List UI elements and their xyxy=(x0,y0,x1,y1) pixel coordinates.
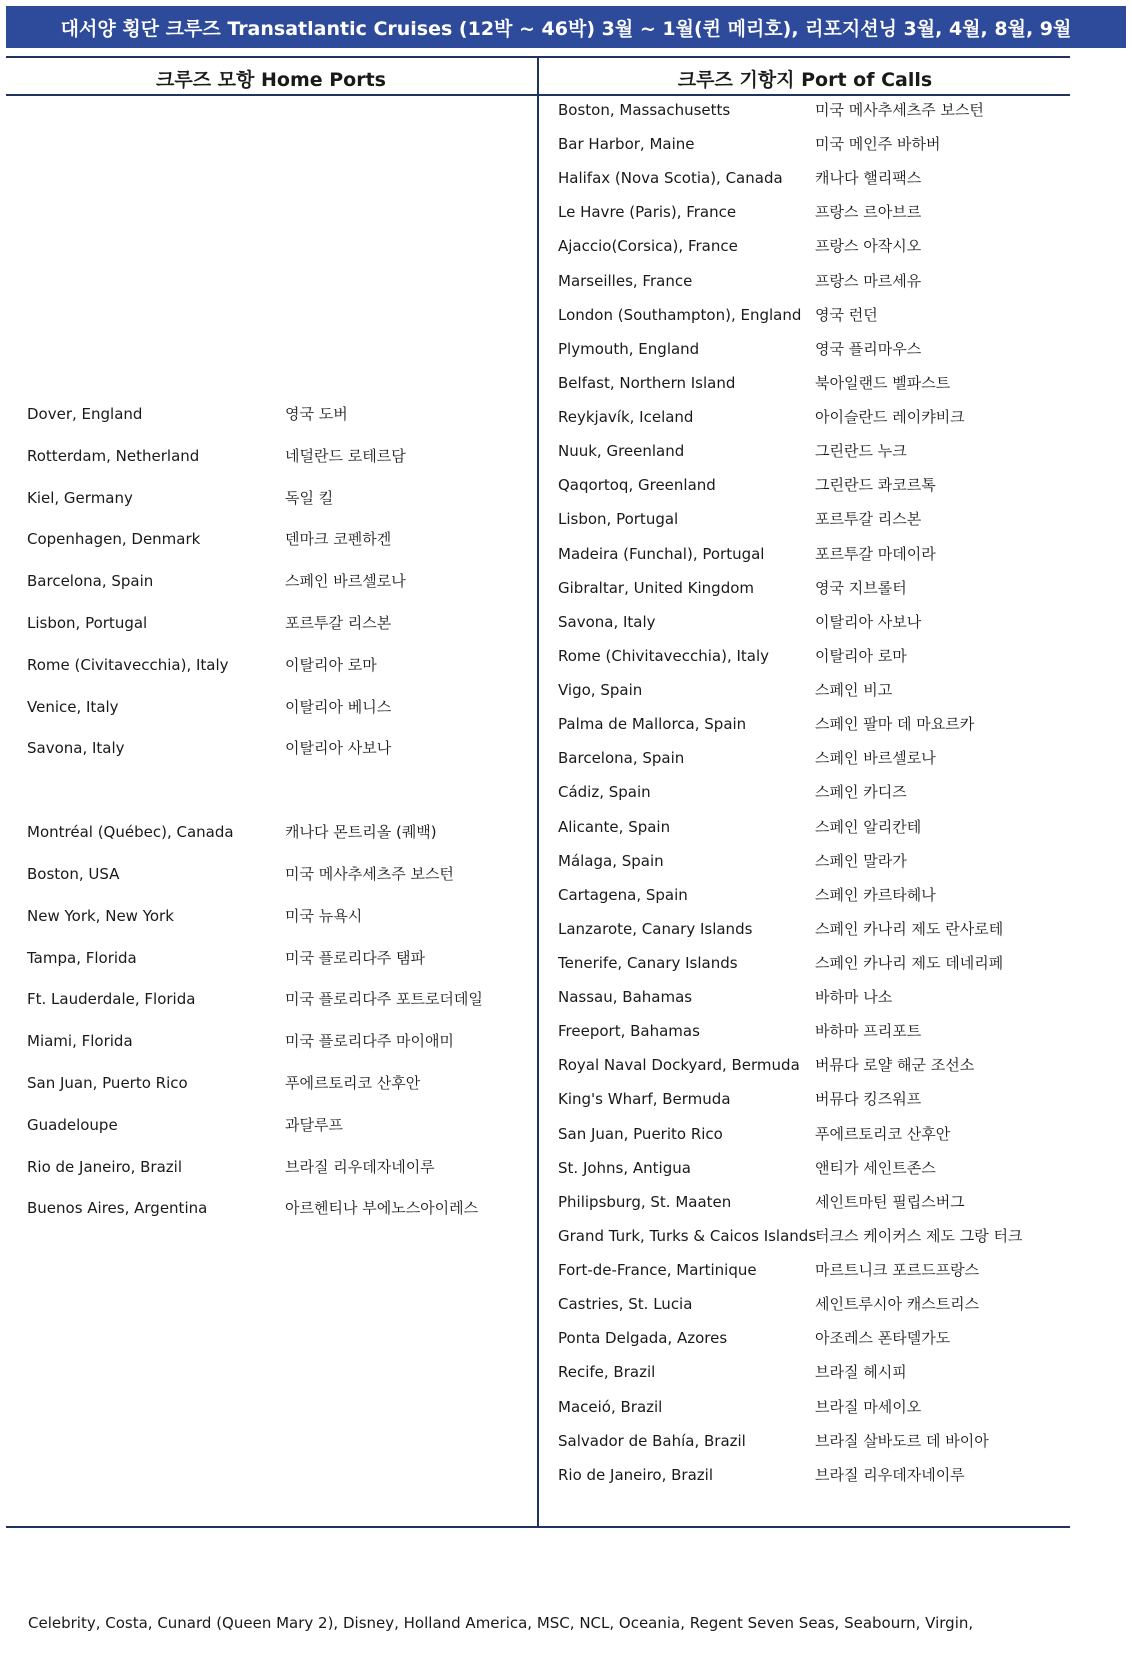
port-of-call-name-en: Belfast, Northern Island xyxy=(558,374,736,392)
port-of-call-name-en: Rome (Chivitavecchia), Italy xyxy=(558,647,770,665)
port-of-call-name-en: Lisbon, Portugal xyxy=(558,510,679,528)
port-of-call-name-en: Rio de Janeiro, Brazil xyxy=(558,1466,713,1484)
port-of-call-name-ko: 세인트마틴 필립스버그 xyxy=(815,1193,965,1211)
page-title-banner xyxy=(6,6,1126,48)
port-of-call-name-ko: 포르투갈 리스본 xyxy=(815,510,922,528)
port-of-call-name-en: Ajaccio(Corsica), France xyxy=(558,237,738,255)
port-of-call-name-ko: 포르투갈 마데이라 xyxy=(815,545,936,563)
port-of-call-name-ko: 아이슬란드 레이캬비크 xyxy=(815,408,965,426)
port-of-call-name-ko: 그린란드 누크 xyxy=(815,442,907,460)
port-of-call-name-ko: 스페인 말라가 xyxy=(815,852,907,870)
home-port-name-en: Venice, Italy xyxy=(27,698,119,716)
port-of-call-name-ko: 세인트루시아 캐스트리스 xyxy=(815,1295,980,1313)
home-port-name-ko: 덴마크 코펜하겐 xyxy=(285,530,392,548)
home-port-name-en: Montréal (Québec), Canada xyxy=(27,823,234,841)
home-port-name-en: New York, New York xyxy=(27,907,174,925)
port-of-call-name-en: Lanzarote, Canary Islands xyxy=(558,920,753,938)
home-port-name-ko: 과달루프 xyxy=(285,1116,343,1134)
port-of-call-name-en: Le Havre (Paris), France xyxy=(558,203,737,221)
port-of-call-name-ko: 프랑스 르아브르 xyxy=(815,203,922,221)
port-of-call-name-ko: 마르트니크 포르드프랑스 xyxy=(815,1261,980,1279)
port-of-call-name-en: Philipsburg, St. Maaten xyxy=(558,1193,732,1211)
port-of-call-name-ko: 이탈리아 사보나 xyxy=(815,613,922,631)
port-of-call-name-en: Reykjavík, Iceland xyxy=(558,408,694,426)
port-of-call-name-en: St. Johns, Antigua xyxy=(558,1159,691,1177)
port-of-call-name-ko: 푸에르토리코 산후안 xyxy=(815,1125,951,1143)
home-ports-header: 크루즈 모항 Home Ports xyxy=(156,68,386,91)
home-port-name-en: Tampa, Florida xyxy=(27,949,137,967)
home-port-name-ko: 네덜란드 로테르담 xyxy=(285,447,406,465)
port-of-call-name-en: Barcelona, Spain xyxy=(558,749,685,767)
port-of-call-name-ko: 바하마 나소 xyxy=(815,988,893,1006)
port-of-call-name-en: Málaga, Spain xyxy=(558,852,664,870)
port-of-call-name-ko: 프랑스 아작시오 xyxy=(815,237,922,255)
port-of-call-name-en: Plymouth, England xyxy=(558,340,700,358)
column-divider xyxy=(537,56,539,1528)
port-of-call-name-ko: 터크스 케이커스 제도 그랑 터크 xyxy=(815,1227,1023,1245)
port-of-call-name-ko: 스페인 카나리 제도 란사로테 xyxy=(815,920,1004,938)
home-port-name-ko: 캐나다 몬트리올 (퀘백) xyxy=(285,823,437,841)
port-of-call-name-ko: 스페인 바르셀로나 xyxy=(815,749,936,767)
port-of-call-name-ko: 이탈리아 로마 xyxy=(815,647,907,665)
port-of-call-name-en: London (Southampton), England xyxy=(558,306,802,324)
home-port-name-en: Ft. Lauderdale, Florida xyxy=(27,990,196,1008)
home-port-name-ko: 미국 메사추세츠주 보스턴 xyxy=(285,865,454,883)
port-of-call-name-en: Nuuk, Greenland xyxy=(558,442,685,460)
home-port-name-ko: 이탈리아 로마 xyxy=(285,656,377,674)
home-port-name-ko: 이탈리아 사보나 xyxy=(285,739,392,757)
port-of-call-name-en: Bar Harbor, Maine xyxy=(558,135,695,153)
port-of-call-name-ko: 그린란드 콰코르톡 xyxy=(815,476,936,494)
port-of-call-name-en: Salvador de Bahía, Brazil xyxy=(558,1432,746,1450)
port-of-call-name-ko: 아조레스 폰타델가도 xyxy=(815,1329,951,1347)
cruise-lines-footer: Celebrity, Costa, Cunard (Queen Mary 2), Disney, Holland America, MSC, NCL, Oceania, Regent Seven Seas, Seabourn, Virgin, xyxy=(28,1614,974,1632)
port-of-call-name-en: Palma de Mallorca, Spain xyxy=(558,715,747,733)
port-of-call-name-en: Marseilles, France xyxy=(558,272,693,290)
port-of-call-name-en: Tenerife, Canary Islands xyxy=(558,954,738,972)
port-of-call-name-ko: 스페인 카르타헤나 xyxy=(815,886,936,904)
page-title: 대서양 횡단 크루즈 Transatlantic Cruises (12박 ~ 46박) 3월 ~ 1월(퀸 메리호), 리포지션닝 3월, 4월, 8월, 9월 xyxy=(60,17,1072,40)
home-port-name-en: Lisbon, Portugal xyxy=(27,614,148,632)
home-port-name-ko: 미국 플로리다주 포트로더데일 xyxy=(285,990,483,1008)
port-of-call-name-ko: 스페인 팔마 데 마요르카 xyxy=(815,715,975,733)
port-of-call-name-ko: 앤티가 세인트존스 xyxy=(815,1159,936,1177)
port-of-call-name-en: Qaqortoq, Greenland xyxy=(558,476,716,494)
port-of-call-name-ko: 미국 메인주 바하버 xyxy=(815,135,941,153)
port-of-call-name-en: Maceió, Brazil xyxy=(558,1398,663,1416)
port-of-call-name-ko: 미국 메사추세츠주 보스턴 xyxy=(815,101,984,119)
port-of-call-name-ko: 브라질 리우데자네이루 xyxy=(815,1466,965,1484)
home-port-name-ko: 푸에르토리코 산후안 xyxy=(285,1074,421,1092)
home-port-name-ko: 아르헨티나 부에노스아이레스 xyxy=(285,1199,479,1217)
port-of-calls-header: 크루즈 기항지 Port of Calls xyxy=(677,68,933,91)
table-bottom-rule xyxy=(6,1526,1070,1528)
port-of-call-name-en: Cartagena, Spain xyxy=(558,886,688,904)
home-port-name-ko: 미국 플로리다주 마이애미 xyxy=(285,1032,454,1050)
port-of-call-name-ko: 프랑스 마르세유 xyxy=(815,272,922,290)
port-of-call-name-en: San Juan, Puerito Rico xyxy=(558,1125,723,1143)
port-of-call-name-en: King's Wharf, Bermuda xyxy=(558,1090,731,1108)
port-of-call-name-ko: 브라질 살바도르 데 바이아 xyxy=(815,1432,989,1450)
port-of-call-name-en: Castries, St. Lucia xyxy=(558,1295,693,1313)
port-of-call-name-en: Cádiz, Spain xyxy=(558,783,651,801)
home-port-name-en: Savona, Italy xyxy=(27,739,125,757)
port-of-call-name-en: Fort-de-France, Martinique xyxy=(558,1261,757,1279)
home-port-name-en: Dover, England xyxy=(27,405,143,423)
port-of-call-name-ko: 영국 플리마우스 xyxy=(815,340,922,358)
port-of-call-name-en: Halifax (Nova Scotia), Canada xyxy=(558,169,783,187)
port-of-call-name-ko: 버뮤다 로얄 해군 조선소 xyxy=(815,1056,975,1074)
port-of-call-name-en: Recife, Brazil xyxy=(558,1363,656,1381)
home-port-name-en: Boston, USA xyxy=(27,865,120,883)
port-of-call-name-en: Freeport, Bahamas xyxy=(558,1022,700,1040)
home-port-name-en: Kiel, Germany xyxy=(27,489,133,507)
home-port-name-en: Rotterdam, Netherland xyxy=(27,447,200,465)
port-of-call-name-en: Gibraltar, United Kingdom xyxy=(558,579,755,597)
home-port-name-ko: 포르투갈 리스본 xyxy=(285,614,392,632)
home-port-name-ko: 독일 킬 xyxy=(285,489,334,507)
port-of-call-name-ko: 버뮤다 킹즈워프 xyxy=(815,1090,922,1108)
home-port-name-en: Copenhagen, Denmark xyxy=(27,530,201,548)
home-port-name-en: Guadeloupe xyxy=(27,1116,118,1134)
home-port-name-en: Miami, Florida xyxy=(27,1032,133,1050)
port-of-call-name-en: Grand Turk, Turks & Caicos Islands xyxy=(558,1227,817,1245)
port-of-call-name-ko: 브라질 마세이오 xyxy=(815,1398,922,1416)
port-of-call-name-en: Royal Naval Dockyard, Bermuda xyxy=(558,1056,800,1074)
port-of-call-name-en: Nassau, Bahamas xyxy=(558,988,693,1006)
home-port-name-ko: 영국 도버 xyxy=(285,405,348,423)
port-of-call-name-ko: 스페인 알리칸테 xyxy=(815,818,922,836)
port-of-call-name-en: Vigo, Spain xyxy=(558,681,643,699)
home-port-name-ko: 이탈리아 베니스 xyxy=(285,698,392,716)
home-port-name-ko: 스페인 바르셀로나 xyxy=(285,572,406,590)
port-of-call-name-en: Boston, Massachusetts xyxy=(558,101,731,119)
home-port-name-en: Buenos Aires, Argentina xyxy=(27,1199,208,1217)
port-of-call-name-ko: 북아일랜드 벨파스트 xyxy=(815,374,951,392)
port-of-call-name-ko: 스페인 비고 xyxy=(815,681,893,699)
home-port-name-en: San Juan, Puerto Rico xyxy=(27,1074,188,1092)
home-port-name-ko: 브라질 리우데자네이루 xyxy=(285,1158,435,1176)
port-of-call-name-en: Ponta Delgada, Azores xyxy=(558,1329,728,1347)
port-of-call-name-ko: 영국 지브롤터 xyxy=(815,579,907,597)
port-of-call-name-ko: 영국 런던 xyxy=(815,306,878,324)
home-port-name-ko: 미국 플로리다주 탬파 xyxy=(285,949,425,967)
home-port-name-en: Rome (Civitavecchia), Italy xyxy=(27,656,229,674)
port-of-call-name-ko: 캐나다 핼리팩스 xyxy=(815,169,922,187)
port-of-call-name-en: Alicante, Spain xyxy=(558,818,671,836)
port-of-call-name-en: Savona, Italy xyxy=(558,613,656,631)
port-of-call-name-en: Madeira (Funchal), Portugal xyxy=(558,545,765,563)
port-of-call-name-ko: 스페인 카디즈 xyxy=(815,783,907,801)
port-of-call-name-ko: 바하마 프리포트 xyxy=(815,1022,922,1040)
port-of-call-name-ko: 스페인 카나리 제도 데네리페 xyxy=(815,954,1004,972)
home-port-name-en: Rio de Janeiro, Brazil xyxy=(27,1158,182,1176)
home-port-name-en: Barcelona, Spain xyxy=(27,572,154,590)
home-port-name-ko: 미국 뉴욕시 xyxy=(285,907,363,925)
port-of-call-name-ko: 브라질 헤시피 xyxy=(815,1363,907,1381)
